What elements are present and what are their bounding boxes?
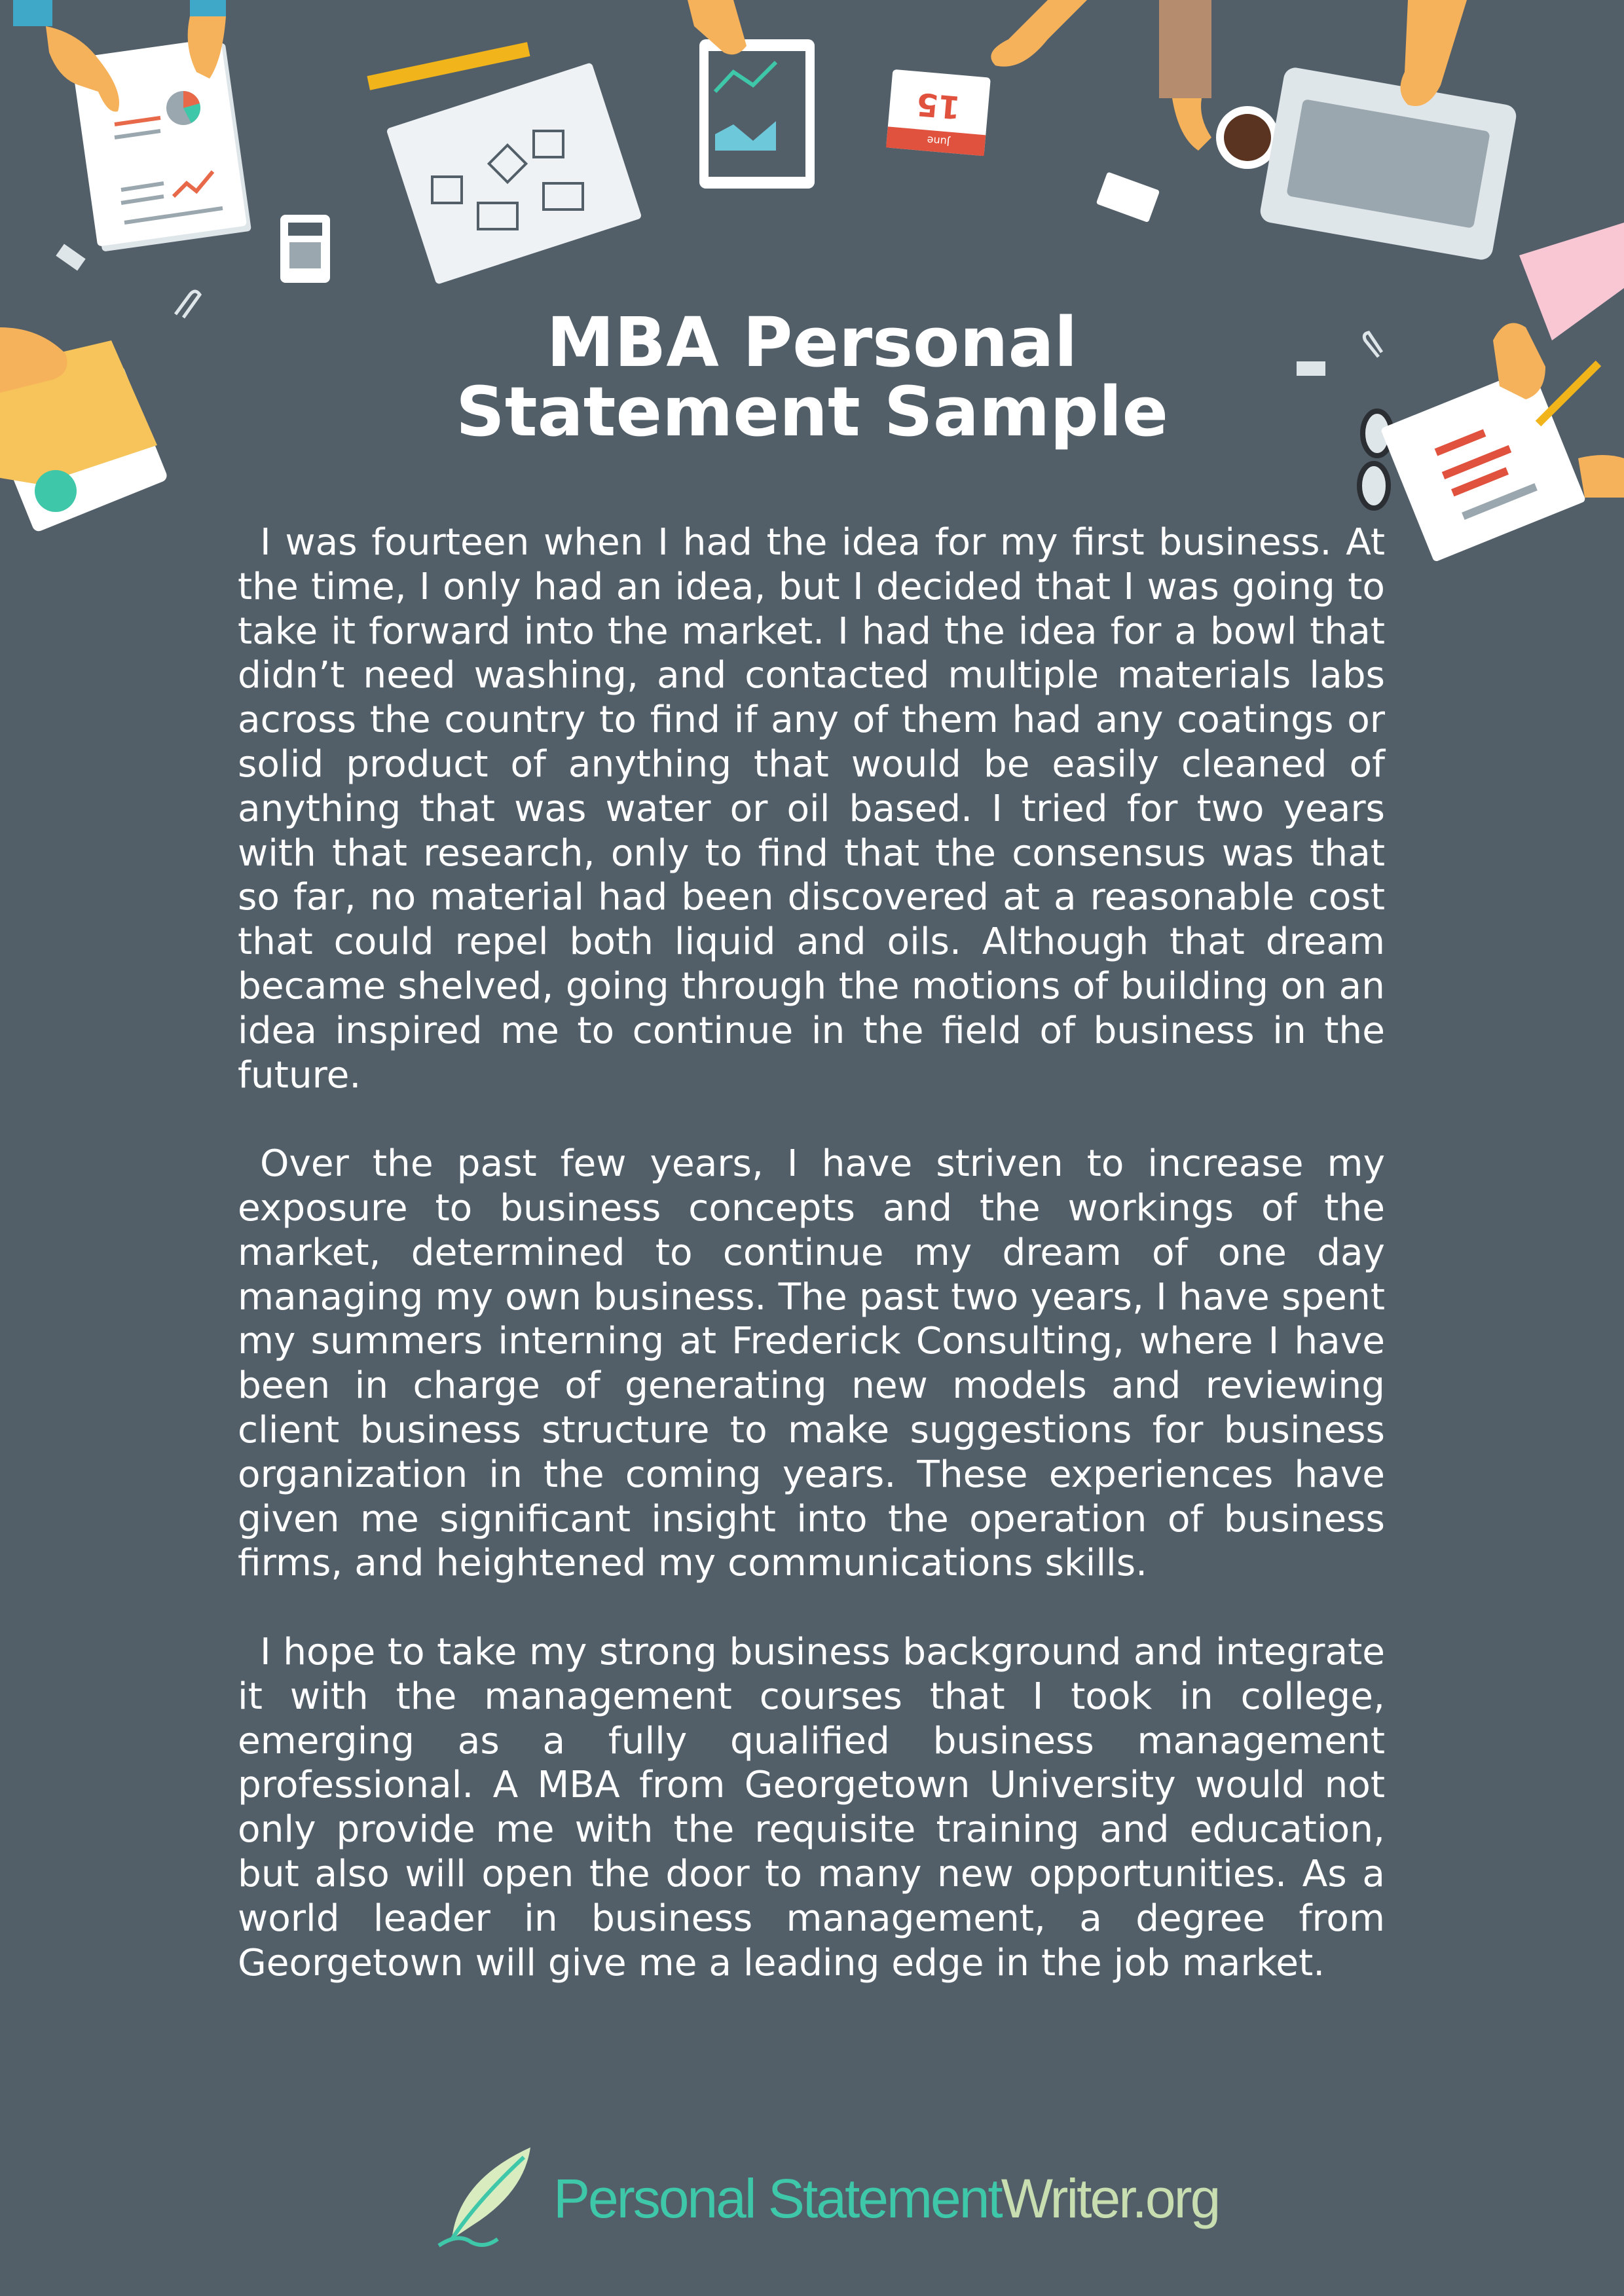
calendar-icon [886,69,991,156]
ruler-icon [367,42,530,90]
hand-icon [991,0,1087,67]
eraser-icon [56,244,85,271]
laptop-icon [1259,0,1518,261]
paperclip-icon [1364,333,1382,357]
paragraph-2: Over the past few years, I have striven to increase my exposure to business concepts and the workings of the market, determined to continue my dream of one day managing my own business. The past two years, I have spent my summers interning at Frederick Consulting, where I have been in charge of generating new models and reviewing client business structure to make suggestions for business organization in the coming years. These experiences have given me significant insight into the operation of business firms, and heightened my communications skills. [238,1142,1385,1585]
logo-text-part1: Personal Statement [553,2168,1001,2229]
site-logo[interactable] [432,2141,1219,2252]
calculator-icon [280,215,330,283]
paragraph-3: I hope to take my strong business background and integrate it with the management courses that I took in college, emerging as a fully qualified business management professional. A MBA from Georgetown University would not only provide me with the requisite training and education, but also will open the door to many new opportunities. As a world leader in business management, a degree from Georgetown will give me a leading edge in the job market. [238,1630,1385,1984]
statement-body [238,520,1385,2030]
desk-illustration [0,0,1624,589]
logo-text-part2: Writer.org [1001,2168,1219,2229]
logo-text [553,2167,1219,2231]
title-line-2: Statement Sample [456,372,1168,452]
svg-text:June: June [926,134,951,149]
paragraph-1: I was fourteen when I had the idea for my first business. At the time, I only had an idea, but I decided that I was going to take it forward into the market. I had the idea for a bowl that didn’t need washing, and contacted multiple materials labs across the country to find if any of them had any coatings or solid product of anything that would be easily cleaned of anything that was water or oil based. I tried for two years with that research, only to find that the consensus was that so far, no material had been discovered at a reasonable cost that could repel both liquid and oils. Although that dream became shelved, going through the motions of building on an idea inspired me to continue in the field of business in the future. [238,521,1385,1097]
folder-icon [0,327,169,533]
title-line-1: MBA Personal [546,302,1078,382]
svg-text:15: 15 [915,85,962,126]
flowchart-icon [386,62,642,285]
feather-pen-icon [432,2141,550,2252]
tablet-icon [688,0,815,189]
glasses-icon [1359,411,1392,508]
report-icon [1380,367,1586,562]
coffee-cup-icon [1159,0,1279,169]
business-card-icon [1096,172,1160,223]
page-title [354,302,1270,452]
eraser-icon [1297,361,1325,376]
paperclip-icon [175,291,200,318]
